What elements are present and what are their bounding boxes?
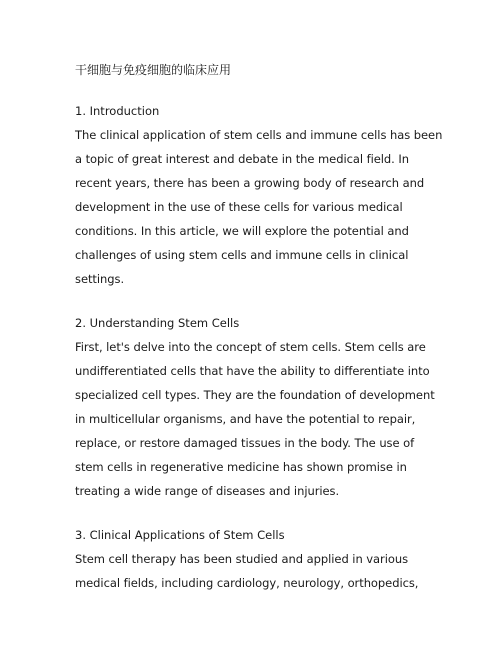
section-body	[75, 335, 435, 503]
text-line: First, let's delve into the concept of stem cells. Stem cells are	[75, 340, 426, 354]
section-heading: 3. Clinical Applications of Stem Cells	[75, 528, 285, 542]
text-line: development in the use of these cells for various medical	[75, 200, 403, 214]
section-heading: 2. Understanding Stem Cells	[75, 316, 240, 330]
text-line: conditions. In this article, we will explore the potential and	[75, 224, 409, 238]
text-line: a topic of great interest and debate in the medical field. In	[75, 152, 409, 166]
section-body	[75, 547, 435, 595]
document-title: 干细胞与免疫细胞的临床应用	[75, 63, 232, 77]
text-line: challenges of using stem cells and immune cells in clinical	[75, 248, 409, 262]
text-line: undifferentiated cells that have the ability to differentiate into	[75, 364, 430, 378]
text-line: settings.	[75, 272, 125, 286]
section-understanding-stem-cells	[75, 311, 435, 503]
text-line: Stem cell therapy has been studied and applied in various	[75, 552, 409, 566]
text-line: specialized cell types. They are the foundation of development	[75, 388, 435, 402]
text-line: stem cells in regenerative medicine has shown promise in	[75, 460, 407, 474]
section-heading: 1. Introduction	[75, 104, 160, 118]
document-page	[75, 60, 443, 615]
text-line: treating a wide range of diseases and injuries.	[75, 484, 340, 498]
section-body	[75, 123, 443, 291]
text-line: in multicellular organisms, and have the potential to repair,	[75, 412, 416, 426]
text-line: replace, or restore damaged tissues in the body. The use of	[75, 436, 415, 450]
section-introduction	[75, 99, 443, 291]
text-line: medical fields, including cardiology, neurology, orthopedics,	[75, 576, 419, 590]
text-line: The clinical application of stem cells and immune cells has been	[75, 128, 443, 142]
section-clinical-applications	[75, 523, 435, 595]
text-line: recent years, there has been a growing body of research and	[75, 176, 425, 190]
